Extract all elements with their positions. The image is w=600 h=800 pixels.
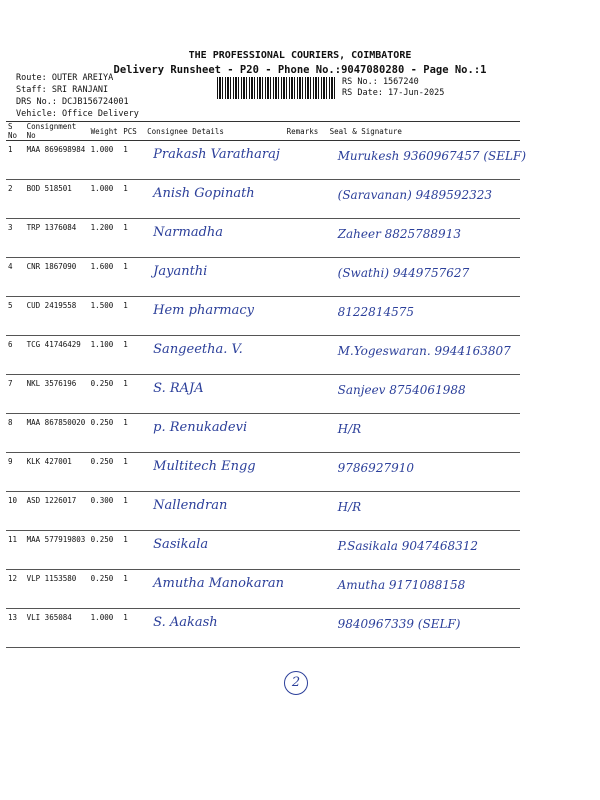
cell-consignee [145, 609, 284, 648]
signature-handwriting: H/R [337, 500, 362, 514]
consignee-handwriting: Amutha Manokaran [153, 576, 284, 591]
cell-consignee [145, 414, 284, 453]
table-row [6, 141, 520, 180]
table-row [6, 258, 520, 297]
cell-consignee [145, 336, 284, 375]
cell-remarks [285, 180, 328, 219]
cell-pcs: 1 [121, 180, 145, 219]
cell-cno: CNR 1867090 [25, 258, 89, 297]
cell-signature [328, 609, 520, 648]
cell-sno: 4 [6, 258, 25, 297]
cell-remarks [285, 141, 328, 180]
consignee-handwriting: Prakash Varatharaj [153, 147, 280, 162]
cell-cno: VLI 365084 [25, 609, 89, 648]
cell-pcs: 1 [121, 531, 145, 570]
cell-weight: 1.100 [89, 336, 122, 375]
rs-date: RS Date: 17-Jun-2025 [342, 88, 445, 98]
col-signature: Seal & Signature [328, 122, 520, 141]
cell-pcs: 1 [121, 141, 145, 180]
cell-remarks [285, 492, 328, 531]
cell-sno: 2 [6, 180, 25, 219]
cell-consignee [145, 297, 284, 336]
cell-signature [328, 219, 520, 258]
cell-signature [328, 258, 520, 297]
cell-signature [328, 375, 520, 414]
cell-pcs: 1 [121, 219, 145, 258]
table-header-row [6, 122, 520, 141]
cell-sno: 3 [6, 219, 25, 258]
cell-weight: 0.250 [89, 570, 122, 609]
cell-weight: 0.250 [89, 375, 122, 414]
cell-weight: 1.000 [89, 609, 122, 648]
consignee-handwriting: Anish Gopinath [153, 186, 255, 201]
consignee-handwriting: S. RAJA [153, 381, 204, 396]
signature-handwriting: Murukesh 9360967457 (SELF) [337, 149, 526, 163]
consignee-handwriting: Multitech Engg [153, 459, 256, 474]
cell-consignee [145, 141, 284, 180]
cell-consignee [145, 531, 284, 570]
cell-sno: 12 [6, 570, 25, 609]
cell-signature [328, 414, 520, 453]
cell-sno: 1 [6, 141, 25, 180]
table-row [6, 219, 520, 258]
cell-consignee [145, 219, 284, 258]
cell-pcs: 1 [121, 570, 145, 609]
cell-cno: NKL 3576196 [25, 375, 89, 414]
cell-signature [328, 453, 520, 492]
cell-remarks [285, 297, 328, 336]
col-sno: S No [6, 122, 25, 141]
signature-handwriting: P.Sasikala 9047468312 [337, 539, 479, 553]
signature-handwriting: (Swathi) 9449757627 [337, 266, 470, 280]
cell-consignee [145, 492, 284, 531]
cell-pcs: 1 [121, 609, 145, 648]
cell-weight: 1.000 [89, 141, 122, 180]
runsheet-title: THE PROFESSIONAL COURIERS, COIMBATORE [188, 50, 412, 61]
cell-cno: MAA 577919803 [25, 531, 89, 570]
cell-pcs: 1 [121, 453, 145, 492]
cell-pcs: 1 [121, 375, 145, 414]
table-row [6, 180, 520, 219]
cell-remarks [285, 531, 328, 570]
cell-sno: 7 [6, 375, 25, 414]
cell-remarks [285, 375, 328, 414]
table-row [6, 570, 520, 609]
cell-sno: 8 [6, 414, 25, 453]
signature-handwriting: H/R [337, 422, 362, 436]
consignee-handwriting: Hem pharmacy [153, 303, 255, 318]
signature-handwriting: Zaheer 8825788913 [337, 227, 461, 241]
col-pcs: PCS [121, 122, 145, 141]
cell-weight: 0.250 [89, 453, 122, 492]
cell-cno: TCG 41746429 [25, 336, 89, 375]
cell-cno: VLP 1153580 [25, 570, 89, 609]
cell-weight: 1.600 [89, 258, 122, 297]
consignee-handwriting: Nallendran [153, 498, 228, 513]
cell-cno: BOD 518501 [25, 180, 89, 219]
signature-handwriting: Amutha 9171088158 [337, 578, 466, 592]
col-remarks: Remarks [285, 122, 328, 141]
cell-consignee [145, 180, 284, 219]
rs-number: RS No.: 1567240 [342, 77, 419, 87]
table-row [6, 414, 520, 453]
consignee-handwriting: Jayanthi [153, 264, 208, 279]
cell-signature [328, 531, 520, 570]
consignee-handwriting: S. Aakash [153, 615, 218, 630]
barcode-image [217, 77, 335, 99]
cell-sno: 11 [6, 531, 25, 570]
cell-pcs: 1 [121, 258, 145, 297]
table-row [6, 492, 520, 531]
cell-weight: 0.300 [89, 492, 122, 531]
signature-handwriting: (Saravanan) 9489592323 [337, 188, 492, 202]
signature-handwriting: M.Yogeswaran. 9944163807 [337, 344, 511, 358]
consignee-handwriting: Narmadha [153, 225, 224, 240]
cell-remarks [285, 258, 328, 297]
cell-remarks [285, 219, 328, 258]
cell-weight: 0.250 [89, 414, 122, 453]
table-row [6, 297, 520, 336]
table-row [6, 453, 520, 492]
table-row [6, 531, 520, 570]
cell-weight: 0.250 [89, 531, 122, 570]
page-mark: 2 [284, 671, 308, 695]
cell-cno: KLK 427001 [25, 453, 89, 492]
col-consignee: Consignee Details [145, 122, 284, 141]
cell-signature [328, 180, 520, 219]
cell-remarks [285, 453, 328, 492]
cell-sno: 6 [6, 336, 25, 375]
cell-sno: 13 [6, 609, 25, 648]
signature-handwriting: 8122814575 [337, 305, 414, 319]
cell-signature [328, 336, 520, 375]
cell-cno: MAA 867850020 [25, 414, 89, 453]
cell-remarks [285, 414, 328, 453]
cell-pcs: 1 [121, 297, 145, 336]
cell-consignee [145, 375, 284, 414]
cell-signature [328, 570, 520, 609]
cell-cno: CUD 2419558 [25, 297, 89, 336]
cell-sno: 9 [6, 453, 25, 492]
cell-sno: 5 [6, 297, 25, 336]
cell-sno: 10 [6, 492, 25, 531]
vehicle-label: Vehicle: Office Delivery [16, 109, 139, 119]
cell-weight: 1.200 [89, 219, 122, 258]
cell-cno: MAA 869698984 [25, 141, 89, 180]
cell-pcs: 1 [121, 492, 145, 531]
cell-remarks [285, 609, 328, 648]
cell-consignee [145, 570, 284, 609]
runsheet-table [6, 121, 526, 648]
cell-weight: 1.500 [89, 297, 122, 336]
cell-pcs: 1 [121, 414, 145, 453]
consignee-handwriting: Sasikala [153, 537, 209, 552]
table-row [6, 375, 520, 414]
cell-signature [328, 492, 520, 531]
cell-signature [328, 141, 526, 180]
signature-handwriting: 9786927910 [337, 461, 414, 475]
signature-handwriting: Sanjeev 8754061988 [337, 383, 466, 397]
col-consignment: Consignment No [25, 122, 89, 141]
cell-remarks [285, 336, 328, 375]
cell-remarks [285, 570, 328, 609]
consignee-handwriting: Sangeetha. V. [153, 342, 243, 357]
drs-number: DRS No.: DCJB156724001 [16, 97, 129, 107]
table-row [6, 336, 520, 375]
cell-consignee [145, 258, 284, 297]
cell-cno: TRP 1376084 [25, 219, 89, 258]
runsheet-subtitle: Delivery Runsheet - P20 - Phone No.:9047080280 - Page No.:1 [113, 64, 487, 76]
col-weight: Weight [89, 122, 122, 141]
cell-consignee [145, 453, 284, 492]
signature-handwriting: 9840967339 (SELF) [337, 617, 461, 631]
table-row [6, 609, 520, 648]
staff-label: Staff: SRI RANJANI [16, 85, 109, 95]
cell-weight: 1.000 [89, 180, 122, 219]
cell-signature [328, 297, 520, 336]
cell-pcs: 1 [121, 336, 145, 375]
route-label: Route: OUTER AREIYA [16, 73, 114, 83]
consignee-handwriting: p. Renukadevi [153, 420, 248, 435]
cell-cno: ASD 1226017 [25, 492, 89, 531]
